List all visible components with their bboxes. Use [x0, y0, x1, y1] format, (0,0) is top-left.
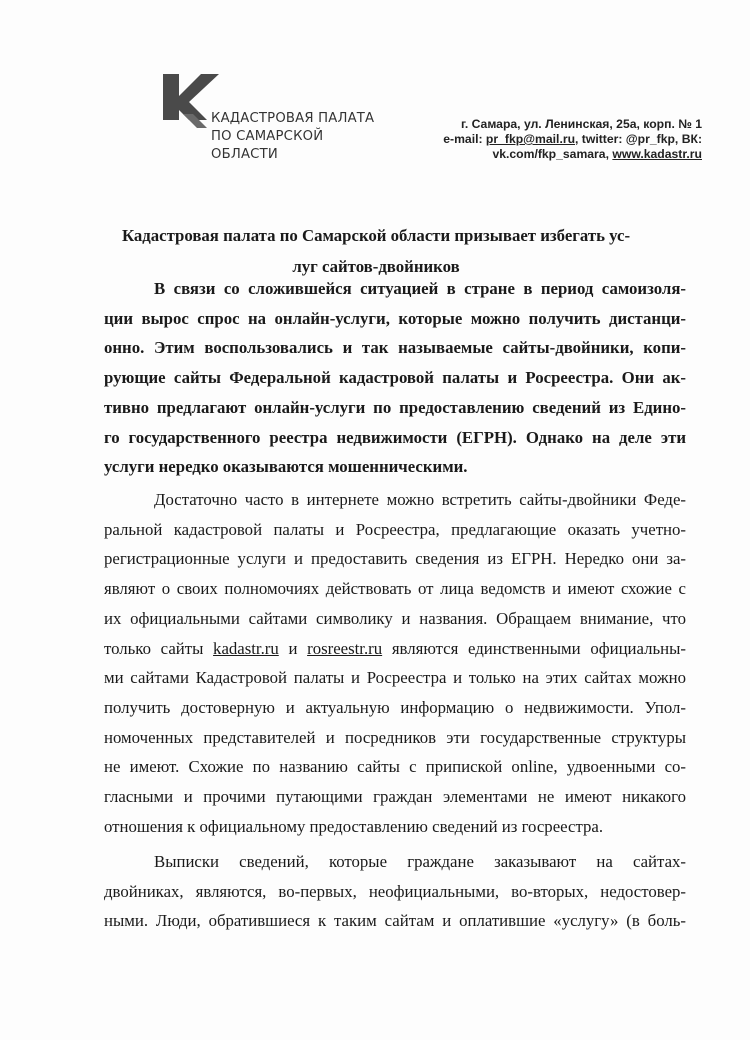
email-line — [402, 132, 702, 147]
kadastr-link[interactable]: kadastr.ru — [213, 638, 279, 658]
logo-line-1: КАДАСТРОВАЯ ПАЛАТА — [211, 111, 375, 126]
vk-text: vk.com/fkp_samara, — [492, 147, 613, 161]
logo-text — [211, 110, 374, 164]
lead-line: онно. Этим воспользовались и так называемые сайты-двойники, копи- — [104, 338, 686, 358]
p1-line: Достаточно часто в интернете можно встретить сайты-двойники Феде- — [154, 490, 686, 509]
p1-text-before: только сайты — [104, 638, 214, 658]
kadastr-logo — [163, 74, 393, 164]
p2-line: Выписки сведений, которые граждане заказывают на сайтах- — [154, 852, 686, 871]
email-link[interactable]: pr_fkp@mail.ru — [485, 132, 576, 146]
title-line-2: луг сайтов-двойников — [292, 257, 460, 276]
rosreestr-link[interactable]: rosreestr.ru — [307, 638, 383, 658]
p1-line: гласными и прочими путающими граждан элементами не имеют никакого — [104, 787, 686, 807]
lead-line: В связи со сложившейся ситуацией в стране в период самоизоля- — [154, 279, 686, 298]
p1-line: не имеют. Схожие по названию сайты с припиской online, удвоенными со- — [104, 757, 686, 777]
p1-line: ми сайтами Кадастровой палаты и Росреестра и только на этих сайтах можно — [104, 668, 686, 688]
lead-line: услуги нередко оказываются мошенническими. — [104, 457, 468, 477]
lead-line: ции вырос спрос на онлайн-услуги, которые можно получить дистанци- — [104, 308, 686, 328]
paragraph-1 — [104, 485, 686, 841]
p1-line: их официальными сайтами символику и названия. Обращаем внимание, что — [104, 608, 686, 628]
lead-line: тивно предлагают онлайн-услуги по предоставлению сведений из Едино- — [104, 397, 686, 417]
p1-line: ральной кадастровой палаты и Росреестра, предлагающие оказать учетно- — [104, 519, 686, 539]
email-label: e-mail: — [443, 132, 486, 146]
p1-line: номоченных представителей и посредников эти государственные структуры — [104, 727, 686, 747]
paragraph-2 — [104, 847, 686, 936]
lead-paragraph — [104, 274, 686, 482]
twitter-text: , twitter: @pr_fkp, ВК: — [575, 132, 702, 146]
p1-line: являют о своих полномочиях действовать от лица ведомств и имеют схожие с — [104, 579, 686, 599]
p1-text-after: являются единственными официальны- — [382, 638, 686, 658]
p1-line-links — [104, 634, 686, 664]
lead-line: го государственного реестра недвижимости (ЕГРН). Однако на деле эти — [104, 427, 686, 447]
web-line — [402, 147, 702, 162]
p2-line: ными. Люди, обратившиеся к таким сайтам и оплатившие «услугу» (в боль- — [104, 911, 686, 931]
address: г. Самара, ул. Ленинская, 25а, корп. № 1 — [460, 117, 702, 131]
p1-text-mid: и — [278, 638, 308, 658]
logo-line-2: ПО САМАРСКОЙ — [211, 129, 324, 144]
contact-info — [402, 117, 702, 162]
p1-line: регистрационные услуги и предоставить сведения из ЕГРН. Нередко они за- — [104, 549, 686, 569]
logo-line-3: ОБЛАСТИ — [211, 147, 278, 162]
p2-line: двойниках, являются, во-первых, неофициальными, во-вторых, недостовер- — [104, 881, 686, 901]
site-link[interactable]: www.kadastr.ru — [612, 147, 702, 161]
p1-line: получить достоверную и актуальную информацию о недвижимости. Упол- — [104, 697, 686, 717]
lead-line: рующие сайты Федеральной кадастровой палаты и Росреестра. Они ак- — [104, 368, 686, 388]
article-title — [96, 220, 656, 282]
p1-line: отношения к официальному предоставлению сведений из госреестра. — [104, 816, 604, 836]
title-line-1: Кадастровая палата по Самарской области призывает избегать ус- — [121, 226, 631, 245]
